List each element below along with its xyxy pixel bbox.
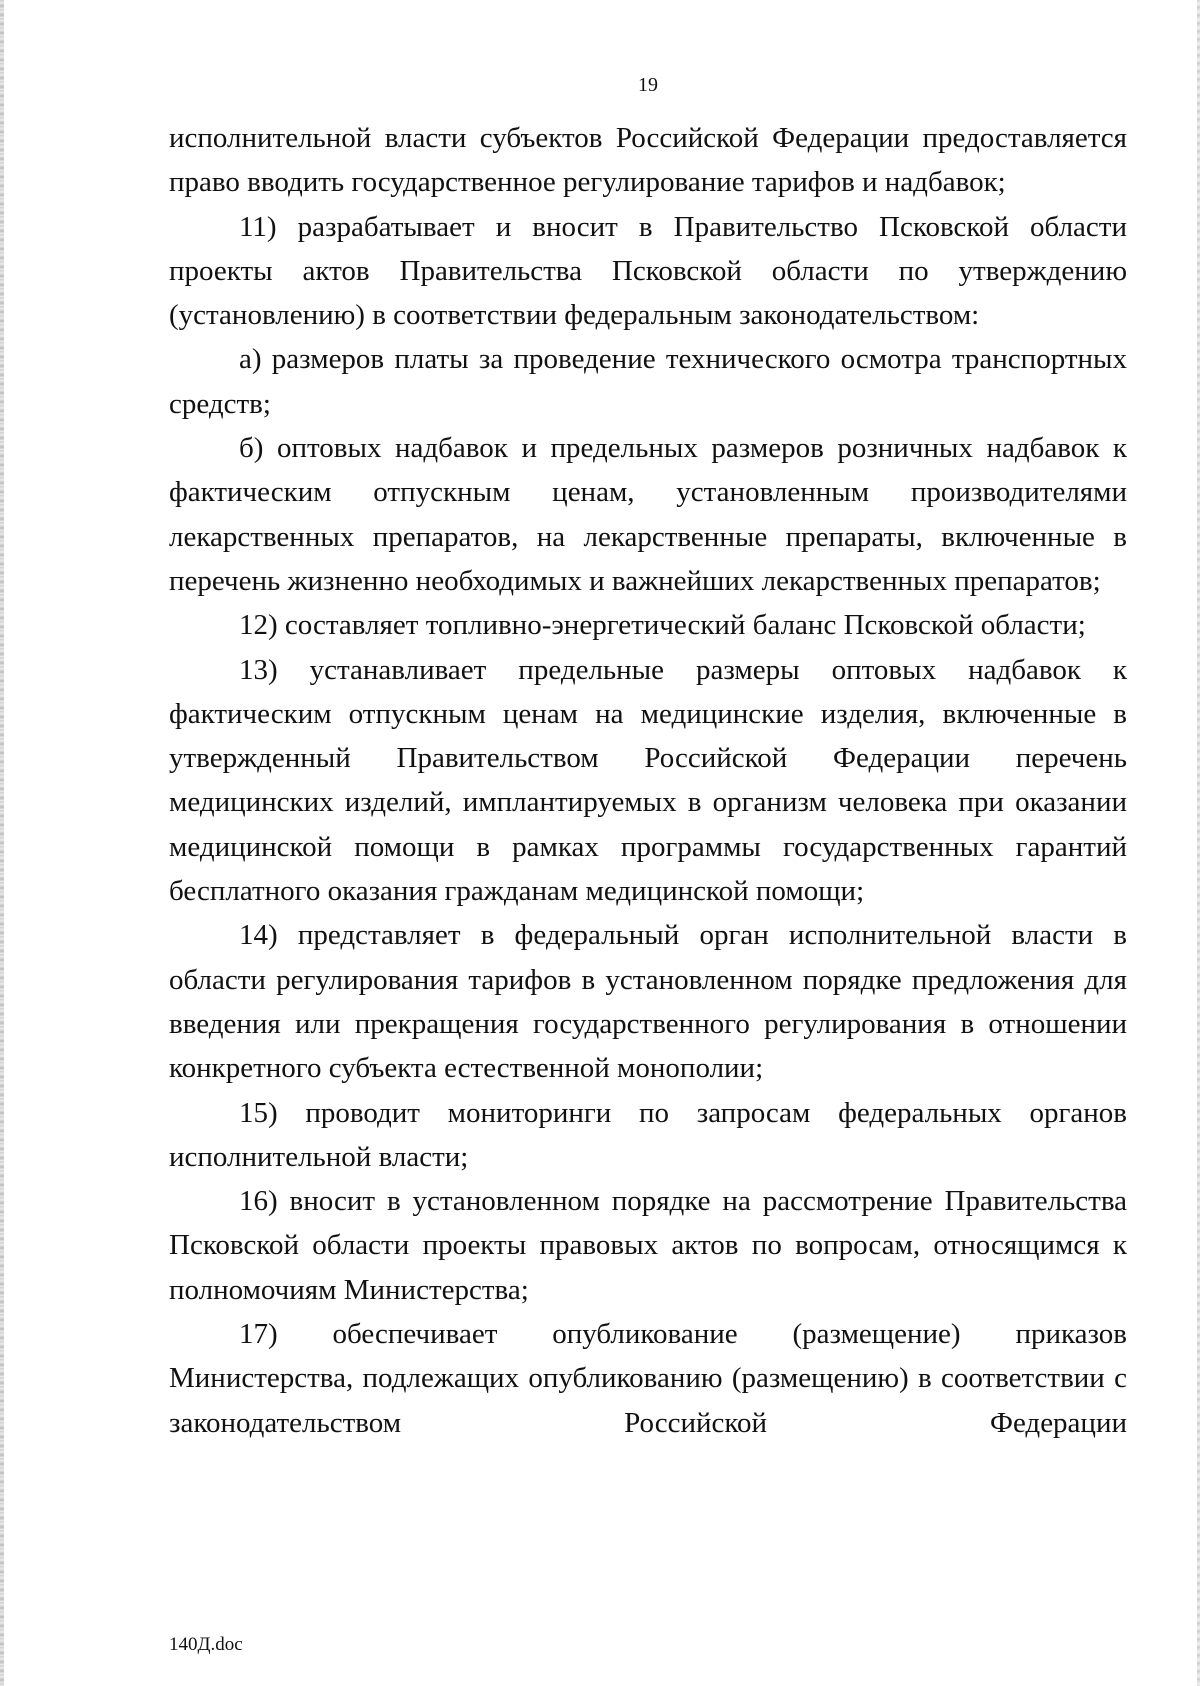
paragraph-item-14: 14) представляет в федеральный орган исполнительной власти в области регулирования тарифов в установленном порядке предложения для введения или прекращения государственного регулирования в отношении конкретного субъекта естественной монополии; [169, 919, 1127, 1085]
footer-filename: 140Д.doc [169, 1634, 243, 1655]
paragraph-item-17: 17) обеспечивает опубликование (размещение) приказов Министерства, подлежащих опубликованию (размещению) в соответствии с законодательством Российской Федерации [169, 1318, 1127, 1439]
paragraph-item-16: 16) вносит в установленном порядке на рассмотрение Правительства Псковской области проекты правовых актов по вопросам, относящимся к полномочиям Министерства; [169, 1185, 1127, 1306]
paragraph-item-15: 15) проводит мониторинги по запросам федеральных органов исполнительной власти; [169, 1096, 1127, 1173]
paragraph-item-13: 13) устанавливает предельные размеры оптовых надбавок к фактическим отпускным ценам на медицинские изделия, включенные в утвержденный Правительством Российской Федерации перечень медицинских изделий, имплантируемых в организм человека при оказании медицинской помощи в рамках программы государственных гарантий бесплатного оказания гражданам медицинской помощи; [169, 653, 1127, 908]
paragraph-continuation: исполнительной власти субъектов Российской Федерации предоставляется право вводить государственное регулирование тарифов и надбавок; [169, 122, 1127, 199]
scan-edge-left [0, 0, 4, 1686]
paragraph-item-11: 11) разрабатывает и вносит в Правительство Псковской области проекты актов Правительства Псковской области по утверждению (установлению) в соответствии федеральным законодательством: [169, 210, 1127, 332]
document-body [169, 116, 1127, 1445]
page-number: 19 [638, 74, 658, 96]
paragraph-item-11a: а) размеров платы за проведение технического осмотра транспортных средств; [169, 343, 1127, 420]
paragraph-item-12: 12) составляет топливно-энергетический баланс Псковской области; [239, 609, 1086, 642]
paragraph-item-11b: б) оптовых надбавок и предельных размеров розничных надбавок к фактическим отпускным ценам, установленным производителями лекарственных препаратов, на лекарственные препараты, включенные в перечень жизненно необходимых и важнейших лекарственных препаратов; [169, 432, 1127, 597]
